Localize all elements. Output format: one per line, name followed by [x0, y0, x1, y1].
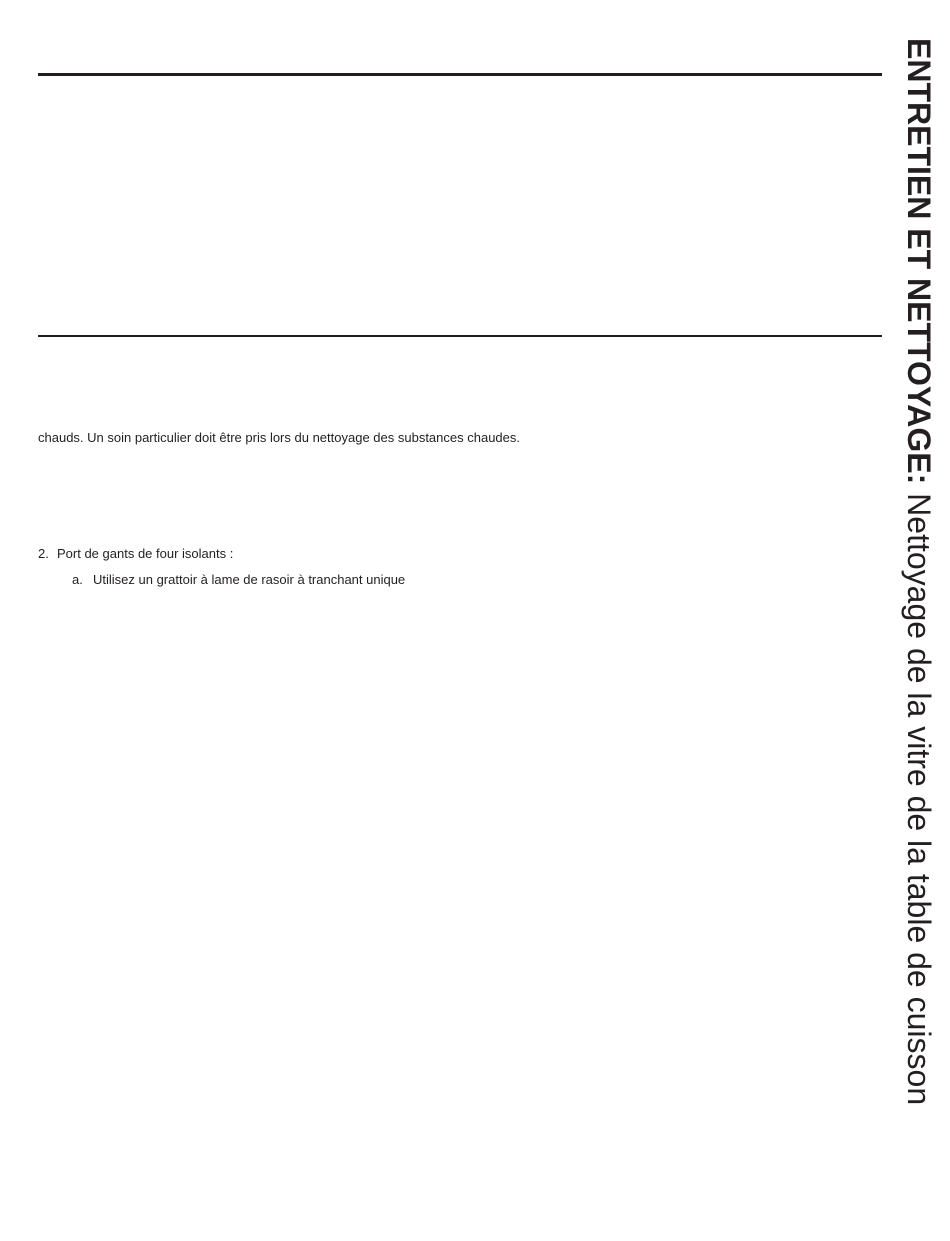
substep-letter: a.	[72, 572, 83, 587]
section-category: ENTRETIEN ET NETTOYAGE:	[901, 38, 937, 485]
step-text: Port de gants de four isolants :	[57, 546, 234, 561]
substep-text: Utilisez un grattoir à lame de rasoir à tranchant unique	[93, 572, 406, 587]
list-item-substep-a	[72, 572, 405, 588]
body-paragraph: chauds. Un soin particulier doit être pris lors du nettoyage des substances chaudes.	[38, 430, 520, 445]
section-side-heading	[894, 38, 944, 1138]
section-title: Nettoyage de la vitre de la table de cuisson	[901, 484, 937, 1106]
step-number: 2.	[38, 546, 49, 561]
section-divider	[38, 335, 882, 337]
top-divider	[38, 73, 882, 76]
list-item-step-2	[38, 546, 233, 562]
